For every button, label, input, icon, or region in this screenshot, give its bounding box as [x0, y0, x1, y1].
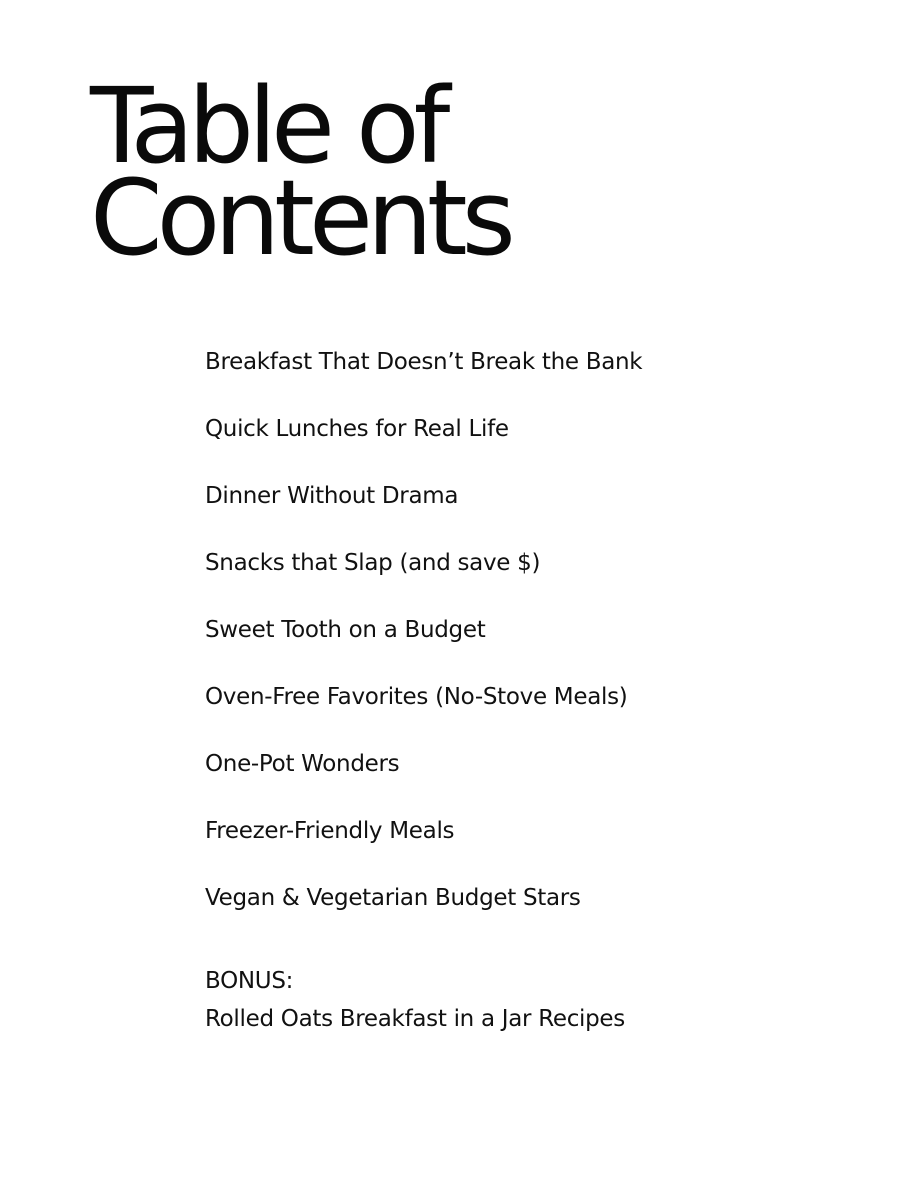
- toc-item-lunches: Quick Lunches for Real Life: [205, 416, 509, 442]
- toc-item-freezer: Freezer-Friendly Meals: [205, 818, 455, 844]
- toc-item-snacks: Snacks that Slap (and save $): [205, 550, 541, 576]
- bonus-section: [205, 962, 625, 1038]
- page-title: [90, 65, 510, 279]
- toc-item-oven-free: Oven-Free Favorites (No-Stove Meals): [205, 684, 628, 710]
- page-title-line-1: Table of: [90, 65, 445, 187]
- toc-item-vegan: Vegan & Vegetarian Budget Stars: [205, 885, 581, 911]
- page-title-line-2: Contents: [90, 157, 510, 279]
- toc-item-dinner: Dinner Without Drama: [205, 483, 459, 509]
- bonus-label: BONUS:: [205, 968, 294, 994]
- toc-item-sweet-tooth: Sweet Tooth on a Budget: [205, 617, 486, 643]
- table-of-contents-list: [205, 343, 642, 946]
- toc-item-breakfast: Breakfast That Doesn’t Break the Bank: [205, 349, 643, 375]
- bonus-item: Rolled Oats Breakfast in a Jar Recipes: [205, 1006, 625, 1032]
- toc-item-one-pot: One-Pot Wonders: [205, 751, 400, 777]
